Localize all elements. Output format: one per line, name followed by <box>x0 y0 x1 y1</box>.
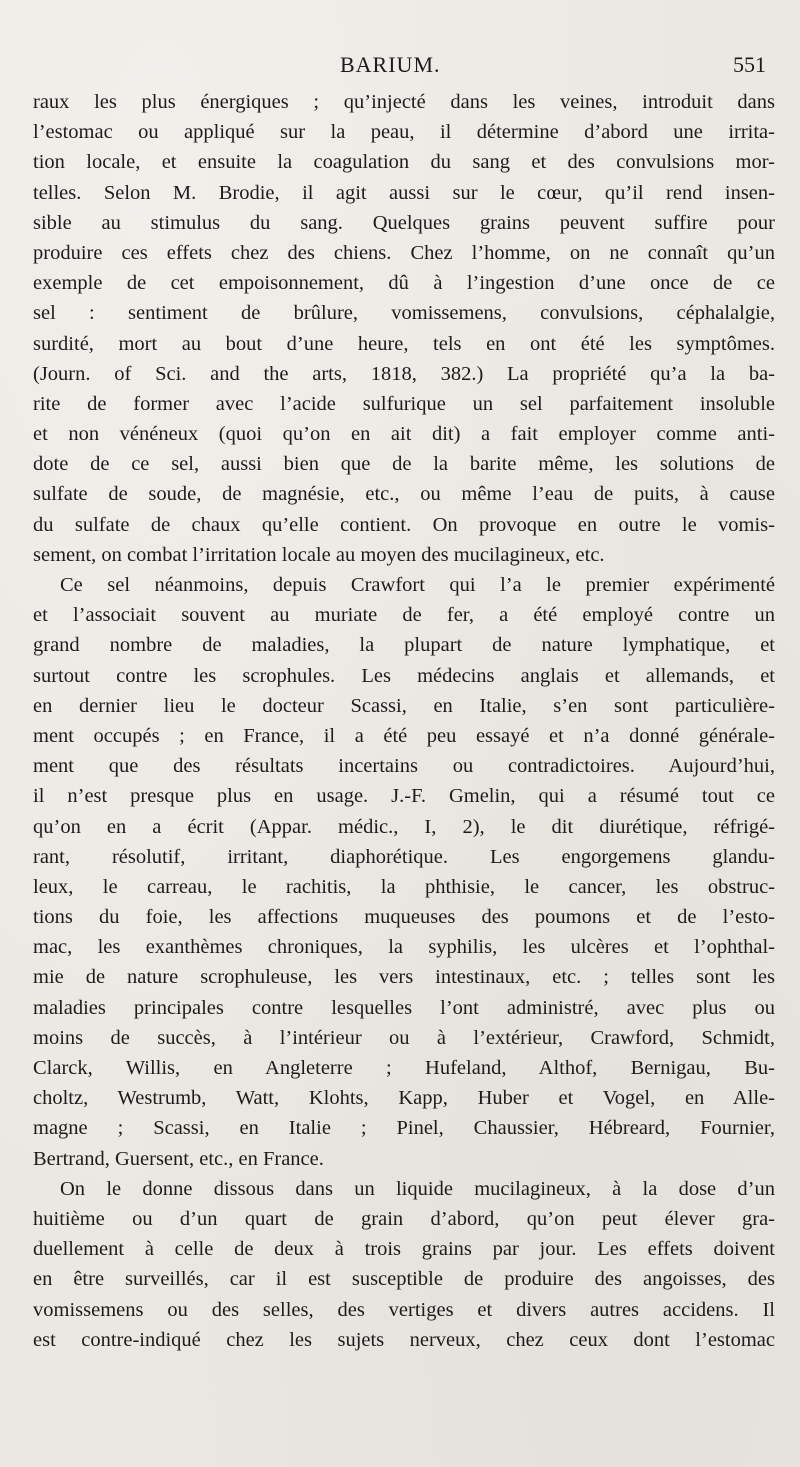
text-line: ment occupés ; en France, il a été peu essayé et n’a donné générale- <box>33 724 775 747</box>
text-line: On le donne dissous dans un liquide mucilagineux, à la dose d’un <box>60 1177 775 1200</box>
text-line: maladies principales contre lesquelles l’ont administré, avec plus ou <box>33 996 775 1019</box>
text-line: et non vénéneux (quoi qu’on en ait dit) a fait employer comme anti- <box>33 423 775 446</box>
text-line: Ce sel néanmoins, depuis Crawfort qui l’a le premier expérimenté <box>60 574 775 596</box>
text-line: sement, on combat l’irritation locale au moyen des mucilagineux, etc. <box>33 543 605 566</box>
text-line: tion locale, et ensuite la coagulation du sang et des convulsions mor- <box>33 151 775 174</box>
paragraph <box>33 570 775 1174</box>
text-line: exemple de cet empoisonnement, dû à l’ingestion d’une once de ce <box>33 272 775 295</box>
text-line: surdité, mort au bout d’une heure, tels en ont été les symptômes. <box>33 332 775 355</box>
text-line: du sulfate de chaux qu’elle contient. On provoque en outre le vomis- <box>33 513 775 536</box>
text-line: surtout contre les scrophules. Les médecins anglais et allemands, et <box>33 664 775 687</box>
text-line: choltz, Westrumb, Watt, Klohts, Kapp, Huber et Vogel, en Alle- <box>33 1087 775 1110</box>
text-line: tions du foie, les affections muqueuses des poumons et de l’esto- <box>33 906 775 929</box>
text-line: grand nombre de maladies, la plupart de nature lymphatique, et <box>33 634 775 657</box>
text-line: en dernier lieu le docteur Scassi, en Italie, s’en sont particulière- <box>33 694 775 717</box>
text-line: Clarck, Willis, en Angleterre ; Hufeland, Althof, Bernigau, Bu- <box>33 1057 775 1079</box>
text-line: telles. Selon M. Brodie, il agit aussi sur le cœur, qu’il rend insen- <box>33 181 775 204</box>
text-line: sel : sentiment de brûlure, vomissemens, convulsions, céphalalgie, <box>33 302 775 325</box>
text-line: rite de former avec l’acide sulfurique un sel parfaitement insoluble <box>33 392 775 415</box>
text-line: dote de ce sel, aussi bien que de la barite même, les solutions de <box>33 453 775 476</box>
text-line: mie de nature scrophuleuse, les vers intestinaux, etc. ; telles sont les <box>33 966 775 989</box>
body-text <box>33 87 775 1355</box>
text-line: produire ces effets chez des chiens. Chez l’homme, on ne connaît qu’un <box>33 241 775 264</box>
running-title: BARIUM. <box>340 52 441 77</box>
text-line: rant, résolutif, irritant, diaphorétique. Les engorgemens glandu- <box>33 845 775 868</box>
text-line: en être surveillés, car il est susceptible de produire des angoisses, des <box>33 1268 775 1291</box>
text-line: l’estomac ou appliqué sur la peau, il détermine d’abord une irrita- <box>33 121 775 144</box>
text-line: mac, les exanthèmes chroniques, la syphilis, les ulcères et l’ophthal- <box>33 936 775 959</box>
text-line: moins de succès, à l’intérieur ou à l’extérieur, Crawford, Schmidt, <box>33 1026 775 1049</box>
text-line: est contre-indiqué chez les sujets nerveux, chez ceux dont l’estomac <box>33 1328 775 1351</box>
text-line: (Journ. of Sci. and the arts, 1818, 382.) La propriété qu’a la ba- <box>33 362 775 385</box>
running-header <box>0 52 800 82</box>
text-line: vomissemens ou des selles, des vertiges et divers autres accidens. Il <box>33 1298 775 1321</box>
text-line: sulfate de soude, de magnésie, etc., ou même l’eau de puits, à cause <box>33 483 775 506</box>
paragraph <box>33 1174 775 1355</box>
text-line: sible au stimulus du sang. Quelques grains peuvent suffire pour <box>33 211 775 234</box>
text-line: il n’est presque plus en usage. J.-F. Gmelin, qui a résumé tout ce <box>33 785 775 808</box>
text-line: leux, le carreau, le rachitis, la phthisie, le cancer, les obstruc- <box>33 875 775 898</box>
text-line: ment que des résultats incertains ou contradictoires. Aujourd’hui, <box>33 755 775 778</box>
text-line: et l’associait souvent au muriate de fer, a été employé contre un <box>33 604 775 627</box>
page-number: 551 <box>733 52 766 77</box>
text-line: Bertrand, Guersent, etc., en France. <box>33 1147 324 1170</box>
paragraph <box>33 87 775 570</box>
text-line: magne ; Scassi, en Italie ; Pinel, Chaussier, Hébreard, Fournier, <box>33 1117 775 1140</box>
text-line: duellement à celle de deux à trois grains par jour. Les effets doivent <box>33 1238 775 1261</box>
text-line: huitième ou d’un quart de grain d’abord, qu’on peut élever gra- <box>33 1207 775 1230</box>
text-line: qu’on en a écrit (Appar. médic., I, 2), le dit diurétique, réfrigé- <box>33 815 775 838</box>
text-line: raux les plus énergiques ; qu’injecté dans les veines, introduit dans <box>33 91 775 113</box>
